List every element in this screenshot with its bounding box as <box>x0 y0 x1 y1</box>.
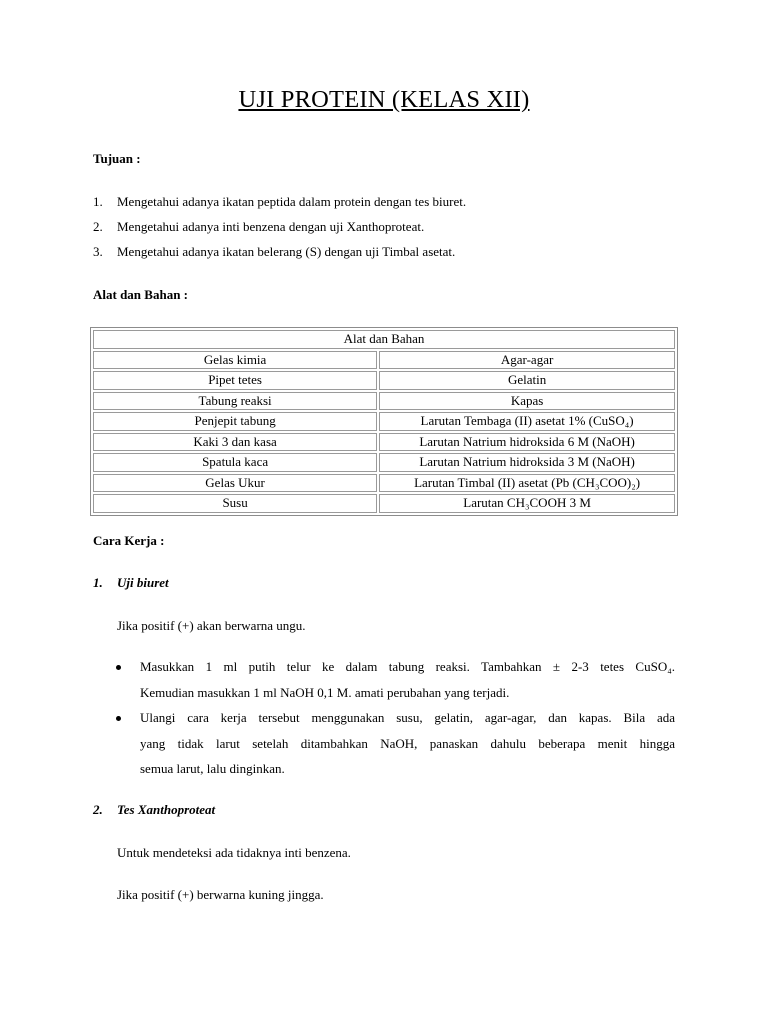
biuret-step-2 <box>140 705 675 782</box>
table-header-row <box>93 330 675 349</box>
alat-cell: Gelas Ukur <box>93 474 377 493</box>
step-line: Ulangi cara kerja tersebut menggunakan susu, gelatin, agar-agar, dan kapas. Bila ada <box>140 710 675 725</box>
bullet-icon <box>116 716 121 721</box>
step-line: yang tidak larut setelah ditambahkan NaOH, panaskan dahulu beberapa menit hingga <box>140 735 675 751</box>
alat-cell: Penjepit tabung <box>93 412 377 431</box>
tujuan-item-text: Mengetahui adanya ikatan belerang (S) dengan uji Timbal asetat. <box>117 244 456 259</box>
bahan-cell: Agar-agar <box>379 351 675 370</box>
tes-xantho-text: Untuk mendeteksi ada tidaknya inti benzena. <box>117 845 351 860</box>
table-row <box>93 371 675 390</box>
cara-kerja-heading: Cara Kerja : <box>93 533 165 548</box>
step-line: Kemudian masukkan 1 ml NaOH 0,1 M. amati perubahan yang terjadi. <box>140 684 510 700</box>
step-line: Masukkan 1 ml putih telur ke dalam tabung reaksi. Tambahkan ± 2-3 tetes CuSO₄. <box>140 659 675 674</box>
table-row <box>93 392 675 411</box>
alat-cell: Pipet tetes <box>93 371 377 390</box>
uji-biuret-intro: Jika positif (+) akan berwarna ungu. <box>117 618 306 633</box>
bahan-cell: Kapas <box>379 392 675 411</box>
bahan-cell: Larutan Timbal (II) asetat (Pb (CH₃COO)₂) <box>379 474 675 493</box>
alat-cell: Susu <box>93 494 377 513</box>
alat-bahan-table <box>90 327 678 516</box>
alat-cell: Tabung reaksi <box>93 392 377 411</box>
bahan-cell: Larutan Natrium hidroksida 6 M (NaOH) <box>379 433 675 452</box>
tujuan-item-number: 1. <box>93 194 103 209</box>
biuret-step-1 <box>140 654 675 705</box>
bahan-cell: Larutan Tembaga (II) asetat 1% (CuSO₄) <box>379 412 675 431</box>
table-row <box>93 433 675 452</box>
tujuan-item-text: Mengetahui adanya ikatan peptida dalam protein dengan tes biuret. <box>117 194 467 209</box>
tujuan-item-number: 2. <box>93 219 103 234</box>
alat-cell: Kaki 3 dan kasa <box>93 433 377 452</box>
tujuan-item-number: 3. <box>93 244 103 259</box>
table-row <box>93 453 675 472</box>
table-row <box>93 494 675 513</box>
table-row <box>93 474 675 493</box>
tes-xantho-title: Tes Xanthoproteat <box>117 802 216 817</box>
section-number: 1. <box>93 575 103 590</box>
bahan-cell: Larutan CH₃COOH 3 M <box>379 494 675 513</box>
step-line: semua larut, lalu dinginkan. <box>140 761 285 776</box>
bahan-cell: Larutan Natrium hidroksida 3 M (NaOH) <box>379 453 675 472</box>
page-title: UJI PROTEIN (KELAS XII) <box>238 86 530 113</box>
table-row <box>93 412 675 431</box>
table-header-cell: Alat dan Bahan <box>93 330 675 349</box>
uji-biuret-title: Uji biuret <box>117 575 169 590</box>
section-number: 2. <box>93 802 103 817</box>
table-row <box>93 351 675 370</box>
bullet-icon <box>116 665 121 670</box>
alat-cell: Gelas kimia <box>93 351 377 370</box>
tes-xantho-text: Jika positif (+) berwarna kuning jingga. <box>117 887 324 902</box>
tujuan-item-text: Mengetahui adanya inti benzena dengan uji Xanthoproteat. <box>117 219 425 234</box>
bahan-cell: Gelatin <box>379 371 675 390</box>
tujuan-heading: Tujuan : <box>93 151 141 166</box>
alat-cell: Spatula kaca <box>93 453 377 472</box>
alat-bahan-heading: Alat dan Bahan : <box>93 287 188 302</box>
